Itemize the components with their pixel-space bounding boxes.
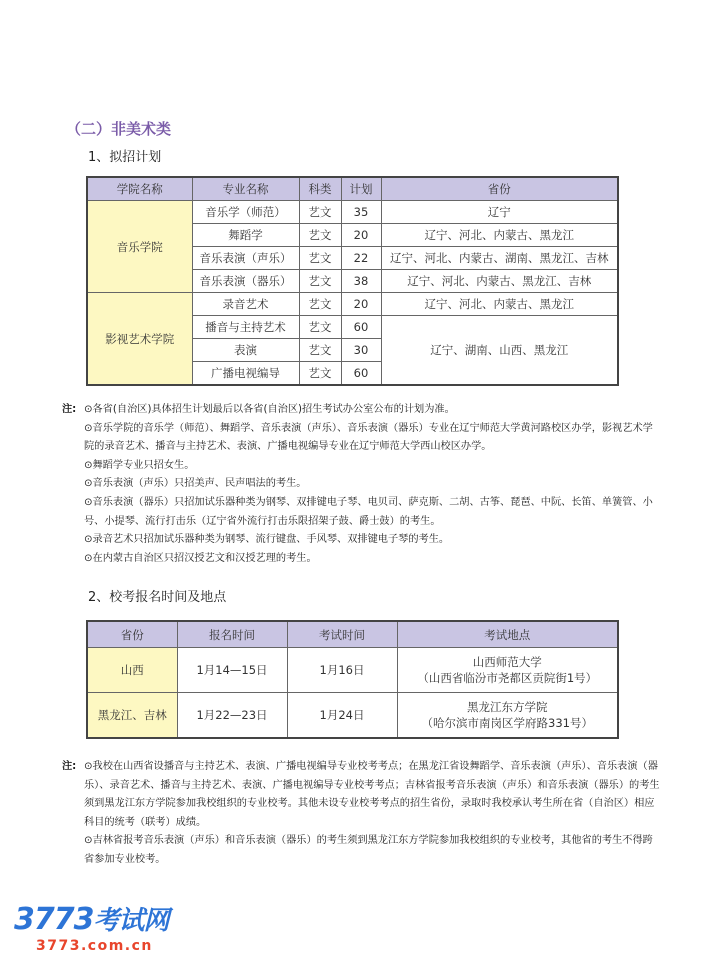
location-address: （山西省临汾市尧都区贡院街1号） <box>417 671 598 685</box>
location-address: （哈尔滨市南岗区学府路331号） <box>421 716 593 730</box>
logo-digits: 3773 <box>14 902 94 937</box>
plan-cell: 38 <box>341 270 381 293</box>
plan-cell: 20 <box>341 224 381 247</box>
site-logo[interactable] <box>14 902 169 954</box>
college-cell: 影视艺术学院 <box>87 293 192 386</box>
category-cell: 艺文 <box>299 362 341 386</box>
notes-label: 注: <box>62 404 77 415</box>
province-cell: 黑龙江、吉林 <box>87 693 177 739</box>
plan-notes <box>62 401 662 568</box>
plan-cell: 30 <box>341 339 381 362</box>
note-item: ⊙在内蒙古自治区只招汉授艺文和汉授艺理的考生。 <box>84 552 317 564</box>
table-row <box>87 293 618 316</box>
provinces-cell: 辽宁、湖南、山西、黑龙江 <box>381 316 618 386</box>
logo-url: 3773.com.cn <box>36 938 153 954</box>
table-row <box>87 648 618 693</box>
location-name: 黑龙江东方学院 <box>467 700 548 714</box>
logo-cn: 考试网 <box>93 906 169 936</box>
category-cell: 艺文 <box>299 339 341 362</box>
note-item: ⊙吉林省报考音乐表演（声乐）和音乐表演（器乐）的考生须到黑龙江东方学院参加我校组织的专业校考，其他省的考生不得跨省参加专业校考。 <box>84 835 653 865</box>
exam-schedule-table <box>86 620 619 739</box>
plan-cell: 60 <box>341 316 381 339</box>
provinces-cell: 辽宁、河北、内蒙古、湖南、黑龙江、吉林 <box>381 247 618 270</box>
note-item: ⊙各省(自治区)具体招生计划最后以各省(自治区)招生考试办公室公布的计划为准。 <box>84 404 455 415</box>
table-row <box>87 201 618 224</box>
major-cell: 舞蹈学 <box>192 224 299 247</box>
location-cell <box>397 648 618 693</box>
plan-cell: 20 <box>341 293 381 316</box>
table-row <box>87 693 618 739</box>
major-cell: 录音艺术 <box>192 293 299 316</box>
plan-cell: 22 <box>341 247 381 270</box>
major-cell: 音乐表演（声乐） <box>192 247 299 270</box>
plan-title: 1、拟招计划 <box>88 150 162 165</box>
province-cell: 山西 <box>87 648 177 693</box>
plan-cell: 60 <box>341 362 381 386</box>
major-cell: 表演 <box>192 339 299 362</box>
enrollment-plan-table <box>86 176 619 386</box>
major-cell: 音乐学（师范） <box>192 201 299 224</box>
note-item: ⊙音乐表演（器乐）只招加试乐器种类为钢琴、双排键电子琴、电贝司、萨克斯、二胡、古筝、琵琶、中阮、长笛、单簧管、小号、小提琴、流行打击乐（辽宁省外流行打击乐限招架子鼓、爵士鼓）的考生。 <box>84 496 653 527</box>
header-plan: 计划 <box>341 177 381 201</box>
location-cell <box>397 693 618 739</box>
plan-cell: 35 <box>341 201 381 224</box>
header-category: 科类 <box>299 177 341 201</box>
provinces-cell: 辽宁、河北、内蒙古、黑龙江 <box>381 293 618 316</box>
category-cell: 艺文 <box>299 316 341 339</box>
exam-date-cell: 1月24日 <box>287 693 397 739</box>
location-name: 山西师范大学 <box>472 655 542 669</box>
notes-label: 注: <box>62 761 77 772</box>
category-cell: 艺文 <box>299 201 341 224</box>
major-cell: 广播电视编导 <box>192 362 299 386</box>
exam-title: 2、校考报名时间及地点 <box>88 590 227 605</box>
category-cell: 艺文 <box>299 293 341 316</box>
provinces-cell: 辽宁 <box>381 201 618 224</box>
college-cell: 音乐学院 <box>87 201 192 293</box>
category-cell: 艺文 <box>299 224 341 247</box>
major-cell: 播音与主持艺术 <box>192 316 299 339</box>
note-item: ⊙舞蹈学专业只招女生。 <box>84 459 195 471</box>
category-cell: 艺文 <box>299 247 341 270</box>
header-major: 专业名称 <box>192 177 299 201</box>
header-college: 学院名称 <box>87 177 192 201</box>
provinces-cell: 辽宁、河北、内蒙古、黑龙江 <box>381 224 618 247</box>
header-province: 省份 <box>87 621 177 648</box>
exam-notes <box>62 758 662 870</box>
section-title: （二）非美术类 <box>66 120 172 138</box>
header-exam-location: 考试地点 <box>397 621 618 648</box>
register-cell: 1月22—23日 <box>177 693 287 739</box>
category-cell: 艺文 <box>299 270 341 293</box>
note-item: ⊙录音艺术只招加试乐器种类为钢琴、流行键盘、手风琴、双排键电子琴的考生。 <box>84 534 450 546</box>
header-register-time: 报名时间 <box>177 621 287 648</box>
header-exam-time: 考试时间 <box>287 621 397 648</box>
header-provinces: 省份 <box>381 177 618 201</box>
note-item: ⊙我校在山西省设播音与主持艺术、表演、广播电视编导专业校考考点；在黑龙江省设舞蹈学、音乐表演（声乐）、音乐表演（器乐）、录音艺术、播音与主持艺术、表演、广播电视编导专业校考考点；吉林省报考音乐表演（声乐）和音乐表演（器乐）的考生须到黑龙江东方学院参加我校组织的专业校考。其他未设专业校考考点的招生省份，录取时我校承认考生所在省（自治区）相应科目的统考（联考）成绩。 <box>84 761 660 828</box>
major-cell: 音乐表演（器乐） <box>192 270 299 293</box>
exam-date-cell: 1月16日 <box>287 648 397 693</box>
note-item: ⊙音乐表演（声乐）只招美声、民声唱法的考生。 <box>84 478 307 490</box>
provinces-cell: 辽宁、河北、内蒙古、黑龙江、吉林 <box>381 270 618 293</box>
logo-main <box>14 902 169 937</box>
table-header-row <box>87 177 618 201</box>
table-header-row <box>87 621 618 648</box>
note-item: ⊙音乐学院的音乐学（师范）、舞蹈学、音乐表演（声乐）、音乐表演（器乐）专业在辽宁师范大学黄河路校区办学，影视艺术学院的录音艺术、播音与主持艺术、表演、广播电视编导专业在辽宁师范大学西山校区办学。 <box>84 422 653 453</box>
register-cell: 1月14—15日 <box>177 648 287 693</box>
